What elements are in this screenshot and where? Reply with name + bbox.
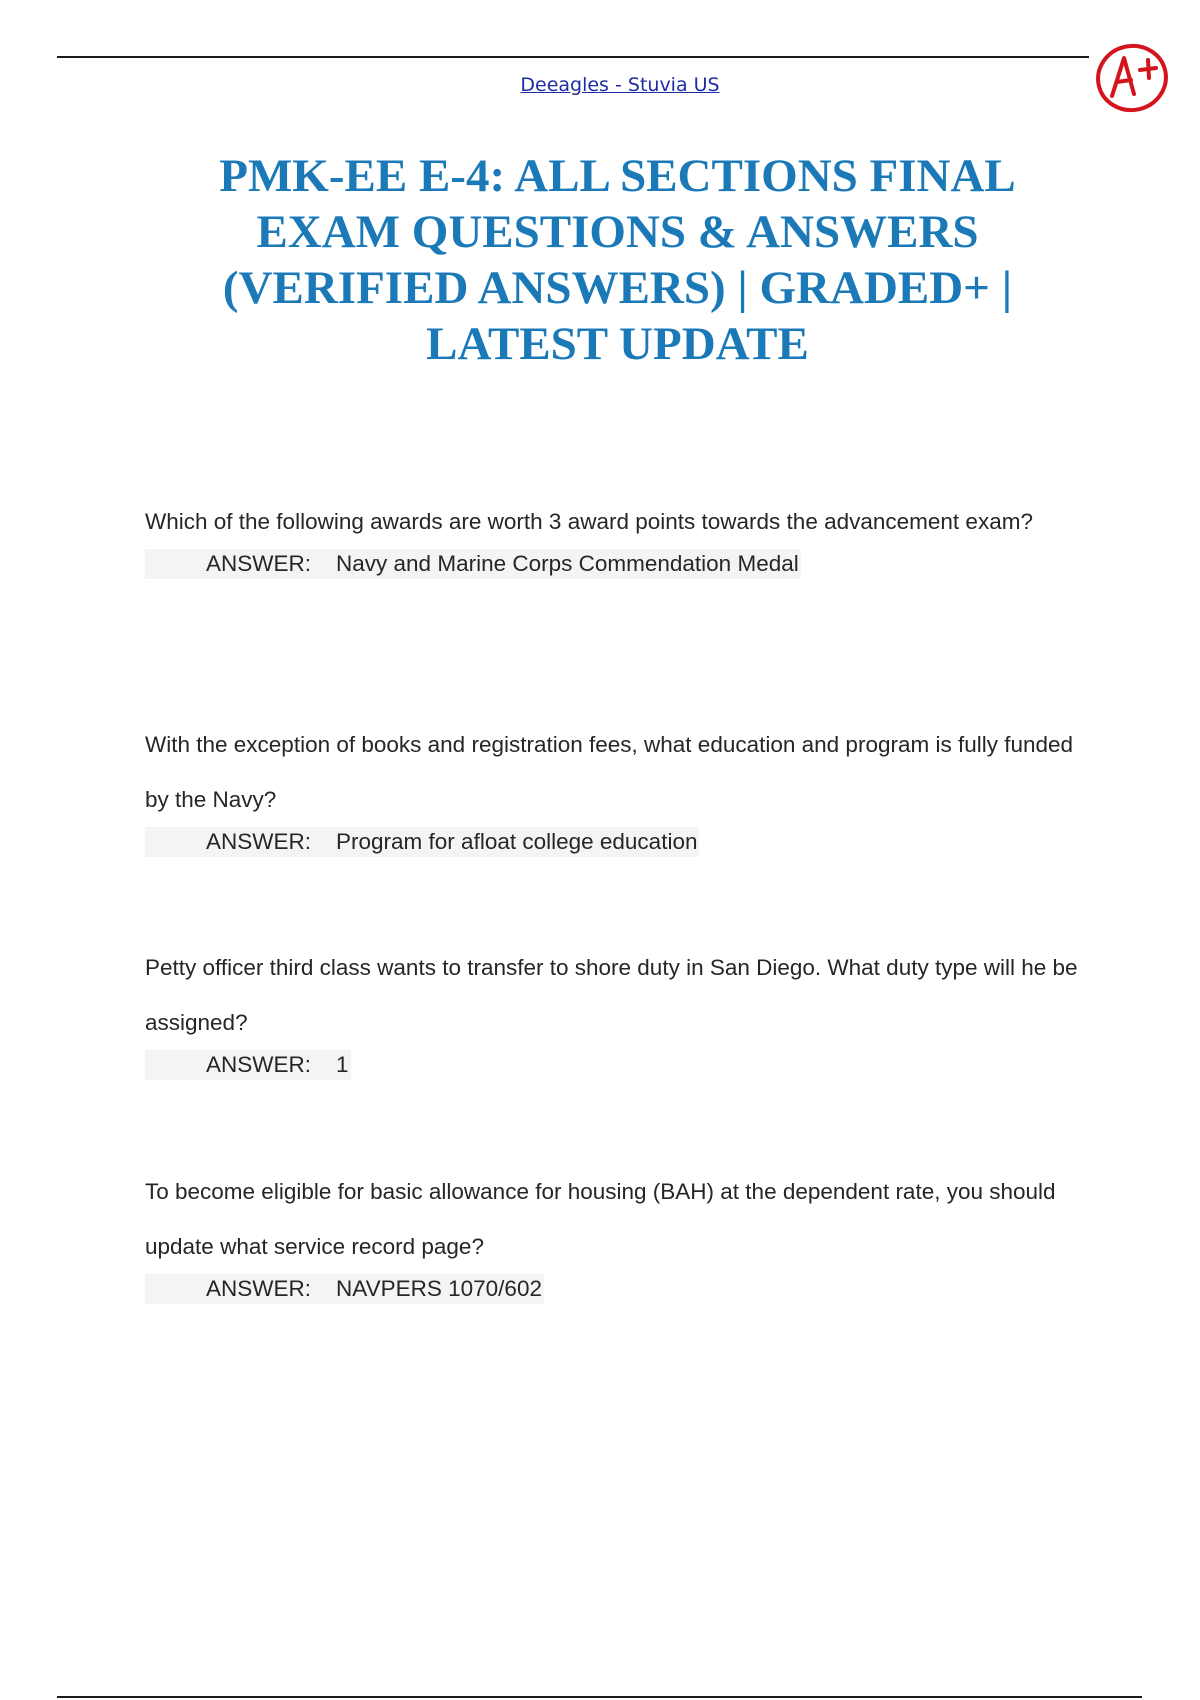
grade-badge-icon <box>1094 40 1170 116</box>
answer-text: Navy and Marine Corps Commendation Medal <box>336 551 799 576</box>
answer-label: ANSWER: <box>206 1276 312 1301</box>
question-text: Petty officer third class wants to transfer to shore duty in San Diego. What duty type will he be assigned? <box>145 955 1078 1035</box>
answer-label: ANSWER: <box>206 551 312 576</box>
question-text: Which of the following awards are worth 3 award points towards the advancement exam? <box>145 509 1033 534</box>
answer-text: Program for afloat college education <box>336 829 698 854</box>
question-text: To become eligible for basic allowance for housing (BAH) at the dependent rate, you should update what service record page? <box>145 1179 1056 1259</box>
source-link[interactable]: Deeagles - Stuvia US <box>520 74 720 96</box>
answer-line <box>145 1050 351 1080</box>
qa-item-3 <box>145 940 1085 1080</box>
qa-item-1 <box>145 494 1085 579</box>
answer-label: ANSWER: <box>206 1052 312 1077</box>
answer-line <box>145 549 801 579</box>
answer-line <box>145 827 699 857</box>
footer-rule <box>57 1696 1142 1698</box>
qa-item-2 <box>145 717 1085 857</box>
answer-text: NAVPERS 1070/602 <box>336 1276 542 1301</box>
answer-line <box>145 1274 544 1304</box>
qa-item-4 <box>145 1164 1085 1304</box>
question-text: With the exception of books and registration fees, what education and program is fully funded by the Navy? <box>145 732 1074 812</box>
answer-label: ANSWER: <box>206 829 312 854</box>
document-title: PMK-EE E-4: ALL SECTIONS FINAL EXAM QUESTIONS & ANSWERS (VERIFIED ANSWERS) | GRADED+ | LATEST UPDATE <box>219 150 1016 370</box>
header-rule <box>57 56 1089 58</box>
answer-text: 1 <box>336 1052 349 1077</box>
